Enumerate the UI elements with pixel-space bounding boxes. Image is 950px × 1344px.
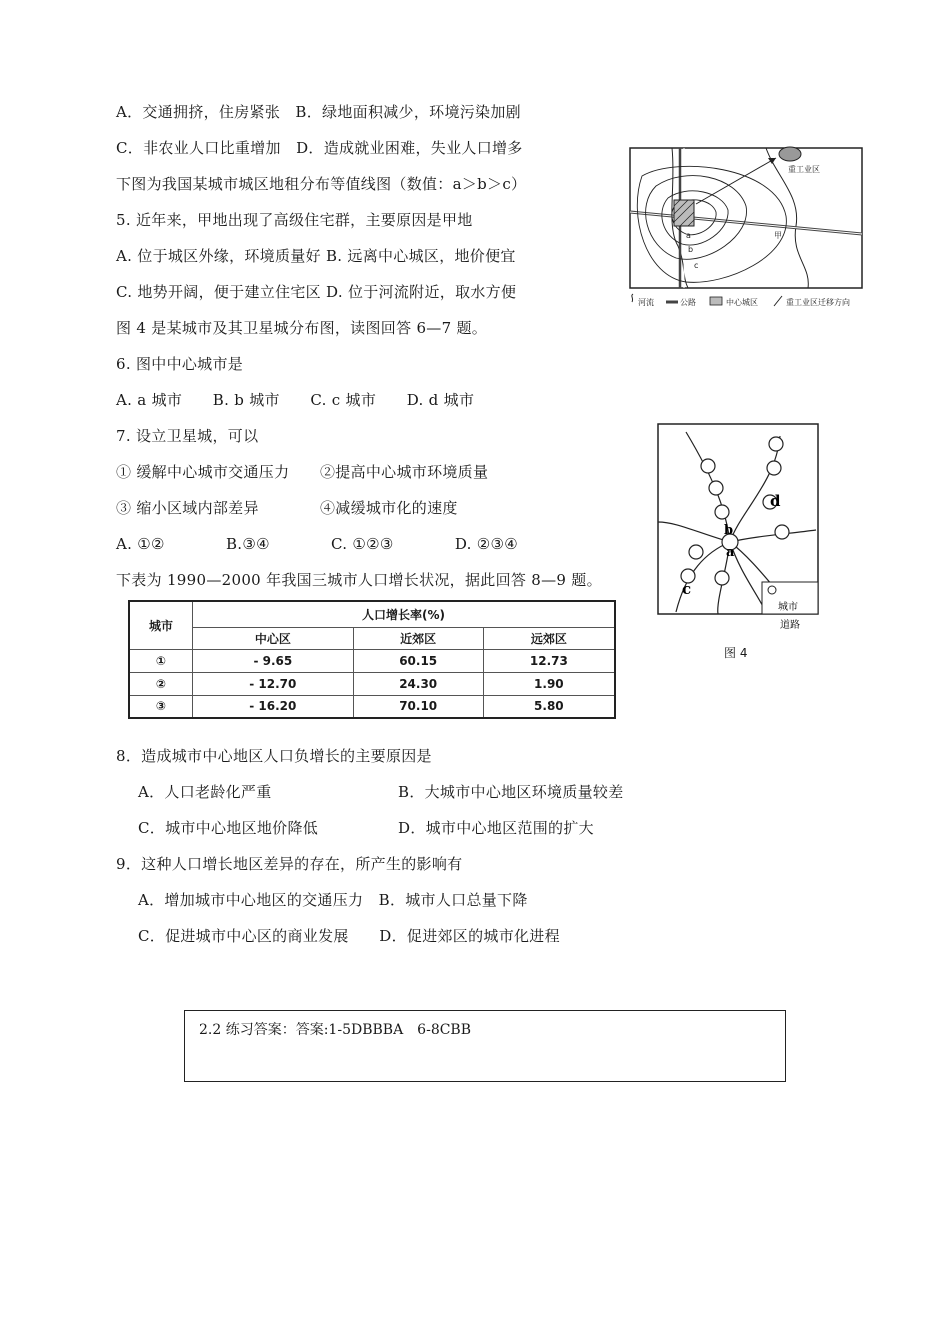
q8-option-b: B．大城市中心地区环境质量较差 bbox=[398, 783, 624, 801]
subcol-far: 远郊区 bbox=[483, 627, 615, 649]
cell: 12.73 bbox=[483, 649, 615, 672]
q5-options-cd: C. 地势开阔，便于建立住宅区 D. 位于河流附近，取水方便 bbox=[116, 283, 517, 301]
label-b: b bbox=[688, 245, 694, 254]
q9-options-cd: C．促进城市中心区的商业发展 D．促进郊区的城市化进程 bbox=[138, 927, 560, 945]
q8-option-a: A．人口老龄化严重 bbox=[138, 783, 272, 801]
col-city: 城市 bbox=[129, 601, 193, 649]
label-a: a bbox=[726, 545, 735, 560]
q5-options-ab: A. 位于城区外缘，环境质量好 B. 远离中心城区，地价便宜 bbox=[116, 247, 516, 265]
col-rate: 人口增长率(%) bbox=[193, 601, 616, 627]
legend-center: 中心城区 bbox=[726, 298, 758, 307]
subcol-center: 中心区 bbox=[193, 627, 354, 649]
label-a: a bbox=[686, 231, 691, 240]
q4-options-ab: A．交通拥挤，住房紧张 B．绿地面积减少，环境污染加剧 bbox=[116, 103, 521, 121]
fig4-intro: 图 4 是某城市及其卫星城分布图，读图回答 6—7 题。 bbox=[116, 319, 488, 337]
answer-text: 2.2 练习答案：答案:1-5DBBBA 6-8CBB bbox=[199, 1022, 472, 1038]
label-c: c bbox=[682, 580, 692, 598]
label-c: c bbox=[694, 261, 699, 270]
q7-stem: 7. 设立卫星城，可以 bbox=[116, 427, 259, 445]
cell: - 16.20 bbox=[193, 695, 354, 718]
label-industrial: 重工业区 bbox=[788, 165, 820, 174]
cell: 60.15 bbox=[353, 649, 483, 672]
rent-contour-map bbox=[626, 146, 870, 316]
q5-stem: 5. 近年来，甲地出现了高级住宅群，主要原因是甲地 bbox=[116, 211, 473, 229]
label-b: b bbox=[724, 523, 734, 538]
table-row bbox=[129, 672, 615, 695]
cell: 24.30 bbox=[353, 672, 483, 695]
figure-caption: 图 4 bbox=[724, 646, 748, 660]
q9-stem: 9．这种人口增长地区差异的存在，所产生的影响有 bbox=[116, 855, 463, 873]
legend-river: 河流 bbox=[638, 298, 654, 307]
legend-move: 重工业区迁移方向 bbox=[786, 298, 850, 307]
legend-road: 公路 bbox=[680, 298, 696, 307]
row-city: ③ bbox=[129, 695, 193, 718]
table-row bbox=[129, 649, 615, 672]
row-city: ① bbox=[129, 649, 193, 672]
cell: 5.80 bbox=[483, 695, 615, 718]
q4-options-cd: C．非农业人口比重增加 D．造成就业困难，失业人口增多 bbox=[116, 139, 523, 157]
label-jia: 甲 bbox=[774, 231, 782, 240]
satellite-city-map bbox=[656, 422, 822, 634]
legend-road: 道路 bbox=[780, 620, 800, 631]
q8-option-d: D．城市中心地区范围的扩大 bbox=[398, 819, 594, 837]
q7-options: A. ①② B.③④ C. ①②③ D. ②③④ bbox=[116, 535, 519, 553]
q7-items-12: ① 缓解中心城市交通压力 ②提高中心城市环境质量 bbox=[116, 463, 489, 481]
q7-items-34: ③ 缩小区域内部差异 ④减缓城市化的速度 bbox=[116, 499, 458, 517]
cell: - 12.70 bbox=[193, 672, 354, 695]
q8-stem: 8．造成城市中心地区人口负增长的主要原因是 bbox=[116, 747, 432, 765]
label-d: d bbox=[770, 492, 781, 510]
cell: 70.10 bbox=[353, 695, 483, 718]
subcol-near: 近郊区 bbox=[353, 627, 483, 649]
population-table bbox=[128, 600, 616, 719]
row-city: ② bbox=[129, 672, 193, 695]
map-intro: 下图为我国某城市城区地租分布等值线图（数值：a＞b＞c） bbox=[116, 175, 527, 193]
table-row bbox=[129, 695, 615, 718]
cell: - 9.65 bbox=[193, 649, 354, 672]
answer-box bbox=[184, 1010, 786, 1082]
q6-options: A. a 城市 B. b 城市 C. c 城市 D. d 城市 bbox=[116, 391, 475, 409]
q6-stem: 6. 图中中心城市是 bbox=[116, 355, 244, 373]
legend-city: 城市 bbox=[778, 602, 798, 613]
q9-options-ab: A．增加城市中心地区的交通压力 B．城市人口总量下降 bbox=[138, 891, 528, 909]
table-intro: 下表为 1990—2000 年我国三城市人口增长状况，据此回答 8—9 题。 bbox=[116, 571, 602, 589]
q8-option-c: C．城市中心地区地价降低 bbox=[138, 819, 319, 837]
cell: 1.90 bbox=[483, 672, 615, 695]
